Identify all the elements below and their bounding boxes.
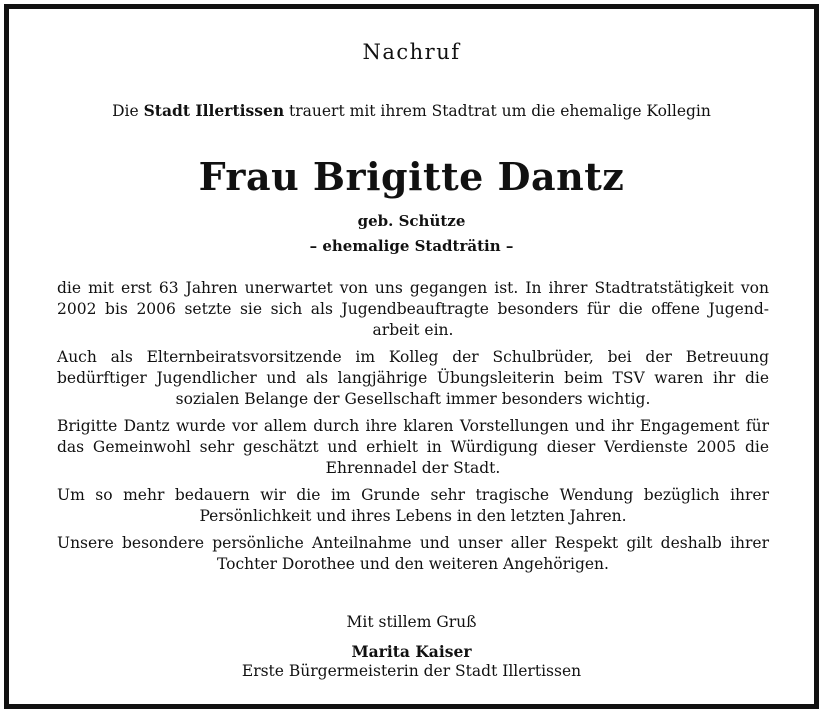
maiden-name: geb. Schütze	[357, 212, 466, 230]
body-paragraph-2: Auch als Elternbeiratsvorsitzende im Kolleg der Schulbrüder, bei der Betreuung bedürftiger Jugendlicher und als langjährige Übungsleiterin beim TSV waren ihr die sozialen Belange der Gesellschaft immer besonders wichtig.	[57, 348, 769, 408]
obituary-frame	[4, 4, 819, 709]
intro-prefix: Die	[112, 102, 144, 120]
obituary-content	[9, 9, 814, 704]
body-paragraph-3: Brigitte Dantz wurde vor allem durch ihre klaren Vorstellungen und ihr Engagement für das Gemeinwohl sehr geschätzt und erhielt in Würdigung dieser Verdienste 2005 die Ehrennadel der Stadt.	[57, 417, 769, 477]
body-paragraph-5: Unsere besondere persönliche Anteilnahme und unser aller Respekt gilt deshalb ihrer Tochter Dorothee und den weiteren Angehörigen.	[57, 534, 769, 573]
closing-greeting: Mit stillem Gruß	[346, 613, 477, 631]
obituary-heading: Nachruf	[362, 40, 461, 64]
intro-organization: Stadt Illertissen	[143, 101, 285, 120]
intro-suffix: trauert mit ihrem Stadtrat um die ehemalige Kollegin	[284, 102, 711, 120]
body-paragraph-1: die mit erst 63 Jahren unerwartet von uns gegangen ist. In ihrer Stadtratstätigkeit von 2002 bis 2006 setzte sie sich als Jugendbeauftragte besonders für die offene Jugend-arbeit ein.	[57, 279, 769, 339]
signer-name: Marita Kaiser	[351, 642, 472, 661]
deceased-name: Frau Brigitte Dantz	[198, 154, 625, 199]
body-paragraph-4: Um so mehr bedauern wir die im Grunde sehr tragische Wendung bezüglich ihrer Persönlichkeit und ihres Lebens in den letzten Jahren.	[57, 486, 769, 525]
signer-title: Erste Bürgermeisterin der Stadt Illertissen	[241, 662, 582, 680]
obituary-body	[57, 278, 769, 581]
intro-line	[9, 101, 814, 120]
former-role: – ehemalige Stadträtin –	[309, 237, 514, 255]
